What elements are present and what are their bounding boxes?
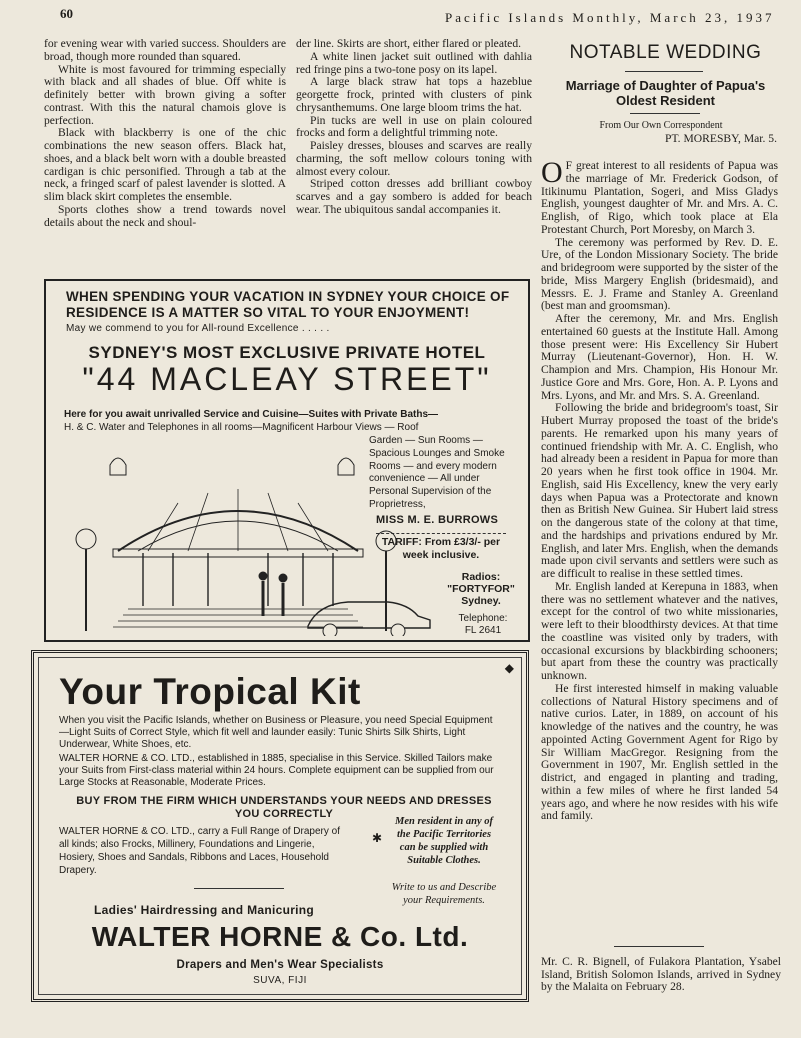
kit-range: WALTER HORNE & CO. LTD., carry a Full Range of Drapery of all kinds; also Frocks, Millinery, Foundations and Lingerie, Hosiery, Shoes and Sandals, Ribbons and Laces, Household Drapery. [59, 826, 340, 876]
dateline: PT. MORESBY, Mar. 5. [665, 132, 777, 145]
page-number: 60 [60, 6, 73, 21]
telephone-block [443, 613, 523, 637]
hotel-advertisement [44, 279, 530, 642]
proprietress-name: MISS M. E. BURROWS [376, 514, 499, 526]
paragraph: A large black straw hat tops a hazeblue georgette frock, printed with clusters of pink chrysanthemums. One large bloom trims the hat. [296, 75, 532, 114]
paragraph: Black with blackberry is one of the chic combinations the new season offers. Black hat, shoes, and a black belt worn with a double breasted cardigan is chic personified. Through a tab at the neck, a fringed scarf of palest lavender is slotted. A slim black skirt completes the ensemble. [44, 126, 286, 203]
walter-horne-advertisement [31, 650, 529, 1002]
kit-write: Write to us and Describe your Requirements. [391, 882, 497, 906]
star-icon: ◆ [504, 661, 514, 675]
hotel-illustration [68, 431, 438, 636]
title-rule [625, 71, 703, 72]
hotel-commend: May we commend to you for All-round Excellence . . . . . [66, 323, 330, 334]
running-head: Pacific Islands Monthly, March 23, 1937 [445, 10, 775, 25]
telephone-label: Telephone: [458, 613, 508, 624]
paragraph: He first interested himself in making valuable collections of Natural History specimens and of native curios. Later, in 1889, on account of his knowledge of the natives and the country, he was appointed Acting Government Agent for Rigo by Sir William MacGregor. Resigning from the Government in 1907, Mr. English settled in the district, and engaged in planting and trading, within a few miles of where he first landed 54 years ago, and where he now resides with his wife and family. [541, 681, 778, 823]
paragraph: White is most favoured for trimming especially with black and all shades of blue. Off white is definitely better with brown giving a softer contrast. With this the natural chamois glove is perfection. [44, 62, 286, 127]
paragraph: The ceremony was performed by Rev. D. E. Ure, of the London Missionary Society. The bride and bridegroom were supported by the sister of the bride, Miss Margery English (bridesmaid), and Messrs. E. J. Frame and Stanley A. Greenland (best man and groomsman). [541, 235, 778, 313]
telephone-number: FL 2641 [464, 625, 502, 636]
paragraph: for evening wear with varied success. Shoulders are broad, though more rounded than squared. [44, 37, 286, 63]
paragraph: After the ceremony, Mr. and Mrs. English entertained 60 guests at the Institute Hall. Among those present were: His Excellency Sir Hubert Murray (Lieutenant-Governor), Hon. H. W. Champion and Mrs. Champion, His Honour Mr. Justice Gore and Mrs. Gore, Hon. A. P. Lyons and Mrs. Lyons, and Mr. and Mrs. S. A. Greenland. [541, 312, 778, 402]
paragraph: Paisley dresses, blouses and scarves are really charming, the soft mellow colours toning with almost every colour. [296, 139, 532, 178]
fashion-column-1 [44, 38, 286, 229]
tariff: TARIFF: From £3/3/- per week inclusive. [376, 533, 506, 562]
radios-label: Radios: [461, 571, 501, 583]
company-location: SUVA, FIJI [253, 975, 307, 986]
paragraph: Sports clothes show a trend towards novel details about the neck and shoul- [44, 202, 286, 229]
drop-cap: O [541, 156, 563, 189]
hotel-lead-rest: H. & C. Water and Telephones in all rooms—Magnificent Harbour Views — Roof [64, 421, 419, 433]
hotel-amenities: Garden — Sun Rooms — Spacious Lounges and Smoke Rooms — and every modern convenience — All under Personal Supervision of the Proprietress, [369, 435, 505, 510]
wedding-article [541, 156, 778, 823]
hotel-lead-bold: Here for you await unrivalled Service and Cuisine—Suites with Private Baths— [64, 409, 438, 420]
kit-buy-slogan: BUY FROM THE FIRM WHICH UNDERSTANDS YOUR NEEDS AND DRESSES YOU CORRECTLY [76, 795, 492, 820]
wedding-title: NOTABLE WEDDING [569, 42, 762, 63]
fashion-column-2 [296, 38, 532, 217]
kit-established: WALTER HORNE & CO. LTD., established in 1885, specialise in this Service. Skilled Tailors make your Suits from First-class material within 24 hours. Complete equipment can be supplied from our Large Stocks at Reasonable, Moderate Prices. [59, 753, 494, 788]
radios-code: "FORTYFOR" [447, 583, 515, 595]
company-name: WALTER HORNE & Co. Ltd. [91, 921, 469, 952]
hotel-name: "44 MACLEAY STREET" [82, 361, 492, 397]
paragraph: der line. Skirts are short, either flared or pleated. [296, 37, 522, 50]
paragraph [541, 156, 778, 237]
tropical-kit-headline: Your Tropical Kit [59, 671, 361, 712]
kit-ladies: Ladies' Hairdressing and Manicuring [94, 903, 315, 917]
kit-intro: When you visit the Pacific Islands, whether on Business or Pleasure, you need Special Equipment—Light Suits of Correct Style, which fit well and launder easily: Tunic Shirts Silk Shirts, Light Underwear, White Shoes, etc. [59, 715, 493, 750]
asterisk-icon: ✱ [372, 831, 383, 845]
first-paragraph-text: F great interest to all residents of Papua was the marriage of Mr. Frederick Godson, of Itikinumu Plantation, Sogeri, and Miss Gladys English, youngest daughter of Mr. and Mrs. A. C. English, of Rigo, which took place at Ela Protestant Church, Port Moresby, on March 3. [541, 159, 778, 236]
divider [614, 946, 704, 947]
wedding-subtitle: Marriage of Daughter of Papua's Oldest Resident [565, 78, 766, 108]
paragraph: Pin tucks are well in use on plain coloured frocks and form a delightful trimming note. [296, 113, 532, 140]
subtitle-rule [630, 113, 700, 114]
paragraph: Striped cotton dresses add brilliant cowboy scarves and a gay sombero is added for beach wear. The ubiquitous sandal accompanies it. [296, 177, 532, 216]
hotel-title: SYDNEY'S MOST EXCLUSIVE PRIVATE HOTEL [88, 343, 486, 362]
paragraph: Mr. English landed at Kerepuna in 1883, when there was no settlement whatever and the natives, except for the control of two white missionaries, were left to their bloodthirsty devices. At that time the coastline was visited only by traders, with occasional excursions by blackbirding schooners; but apart from these the country was practically unknown. [541, 579, 778, 682]
radios-block [446, 571, 516, 607]
byline: From Our Own Correspondent [599, 120, 723, 131]
hotel-headline: WHEN SPENDING YOUR VACATION IN SYDNEY YOUR CHOICE OF RESIDENCE IS A MATTER SO VITAL TO YOUR ENJOYMENT! [66, 289, 510, 320]
ad-divider [194, 888, 284, 889]
kit-men-resident: Men resident in any of the Pacific Territories can be supplied with Suitable Clothes. [394, 816, 493, 866]
paragraph: Following the bride and bridegroom's toast, Sir Hubert Murray proposed the toast of the bride's parents. He remarked upon his many years of continued friendship with Mr. A. C. English, who had already been a resident in Papua for more than 20 years when he first took office in 1904. Mr. English, said His Excellency, knew the very early days when Papua was a Protectorate and known then as British New Guinea. Sir Hubert laid stress on the dangerous state of the colony at that time, and the hardships and privations endured by Mr. English, and later Mrs. English, when the demands made upon civil servants and settlers were such as are difficult to realise in these settled times. [541, 401, 778, 580]
radios-city: Sydney. [461, 595, 501, 607]
paragraph: A white linen jacket suit outlined with dahlia red fringe pins a two-tone posy on its lapel. [296, 49, 532, 76]
bignell-note: Mr. C. R. Bignell, of Fulakora Plantation, Ysabel Island, British Solomon Islands, arrived in Sydney by the Malaita on February 28. [541, 955, 781, 993]
company-tagline: Drapers and Men's Wear Specialists [176, 959, 384, 971]
